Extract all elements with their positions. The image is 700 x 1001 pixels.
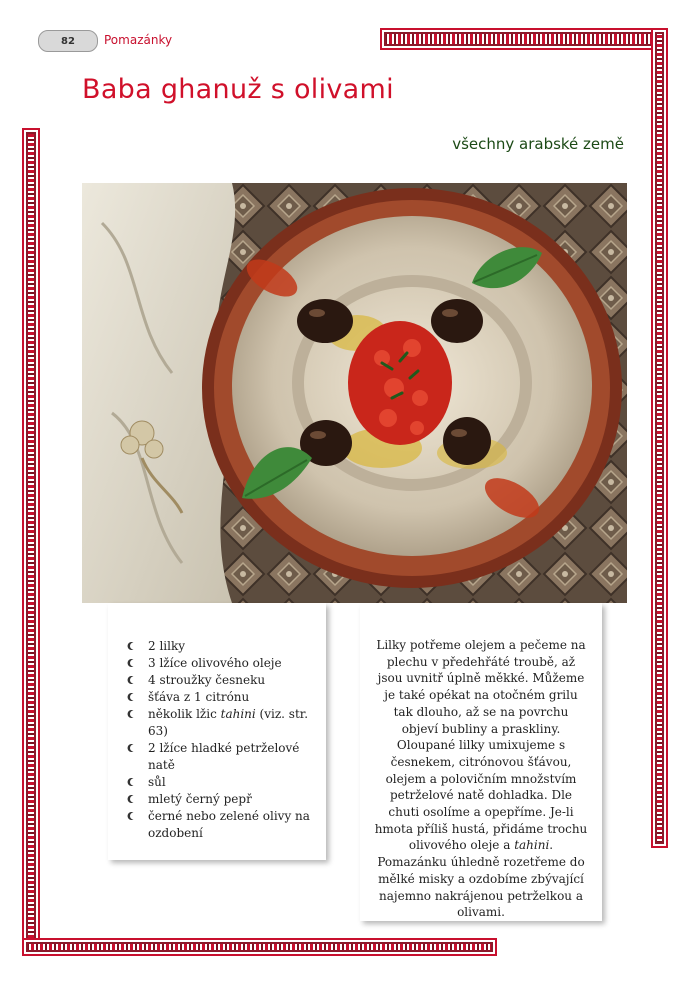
crescent-bullet-icon bbox=[126, 675, 136, 685]
decorative-border-top bbox=[380, 28, 668, 50]
crescent-bullet-icon bbox=[126, 743, 136, 753]
page-number: 82 bbox=[61, 35, 75, 47]
ingredients-list bbox=[126, 638, 318, 842]
ingredient-text-italic: tahini bbox=[220, 707, 256, 721]
page-number-badge bbox=[38, 30, 98, 52]
ingredient-text: mletý černý pepř bbox=[148, 792, 252, 806]
ingredient-text-pre: několik lžic bbox=[148, 707, 221, 721]
ingredients-card bbox=[108, 603, 326, 860]
ingredient-text: sůl bbox=[148, 775, 166, 789]
ingredient-text: 3 lžíce olivového oleje bbox=[148, 656, 282, 670]
crescent-bullet-icon bbox=[126, 794, 136, 804]
crescent-bullet-icon bbox=[126, 658, 136, 668]
ingredient-text: 2 lžíce hladké petrželové natě bbox=[148, 741, 300, 772]
recipe-origin: všechny arabské země bbox=[452, 135, 624, 153]
crescent-bullet-icon bbox=[126, 811, 136, 821]
ingredient-text: 2 lilky bbox=[148, 639, 186, 653]
crescent-bullet-icon bbox=[126, 641, 136, 651]
section-label: Pomazánky bbox=[104, 33, 173, 47]
dish-photo bbox=[82, 183, 627, 603]
ingredient-text: šťáva z 1 citrónu bbox=[148, 690, 250, 704]
decorative-border-bottom bbox=[22, 938, 497, 956]
decorative-border-left bbox=[22, 128, 40, 956]
ingredient-text-post: (viz. str. 63) bbox=[148, 707, 309, 738]
ingredient-item bbox=[126, 706, 318, 740]
ingredient-item bbox=[126, 689, 318, 706]
method-text-part2: . Pomazánku úhledně rozetřeme do mělké misky a ozdobíme zbývající najemno nakrájenou petrželkou a olivami. bbox=[377, 838, 585, 920]
method-text-italic: tahini bbox=[514, 838, 550, 853]
ingredient-item bbox=[126, 791, 318, 808]
ingredient-item bbox=[126, 655, 318, 672]
method-text-part1: Lilky potřeme olejem a pečeme na plechu v předehřáté troubě, až jsou uvnitř úplně měkké. Můžeme je také opékat na otočném grilu tak dlouho, až se na povrchu objeví bubliny a praskliny. Oloupané lilky umixujeme s česnekem, citrónovou šťávou, olejem a polovičním množstvím petrželové natě dohladka. Dle chuti osolíme a opepříme. Je-li hmota příliš hustá, přidáme trochu olivového oleje a bbox=[374, 638, 588, 853]
ingredient-item bbox=[126, 774, 318, 791]
ingredient-text: černé nebo zelené olivy na ozdobení bbox=[148, 809, 310, 840]
ingredient-text bbox=[148, 706, 318, 740]
decorative-border-right bbox=[651, 28, 668, 848]
ingredient-item bbox=[126, 740, 318, 774]
method-text bbox=[374, 637, 588, 921]
crescent-bullet-icon bbox=[126, 709, 136, 719]
ingredient-text: 4 stroužky česneku bbox=[148, 673, 266, 687]
ingredient-item bbox=[126, 808, 318, 842]
crescent-bullet-icon bbox=[126, 777, 136, 787]
ingredient-item bbox=[126, 638, 318, 655]
method-card bbox=[360, 603, 602, 921]
recipe-title: Baba ghanuž s olivami bbox=[82, 74, 394, 105]
crescent-bullet-icon bbox=[126, 692, 136, 702]
ingredient-item bbox=[126, 672, 318, 689]
